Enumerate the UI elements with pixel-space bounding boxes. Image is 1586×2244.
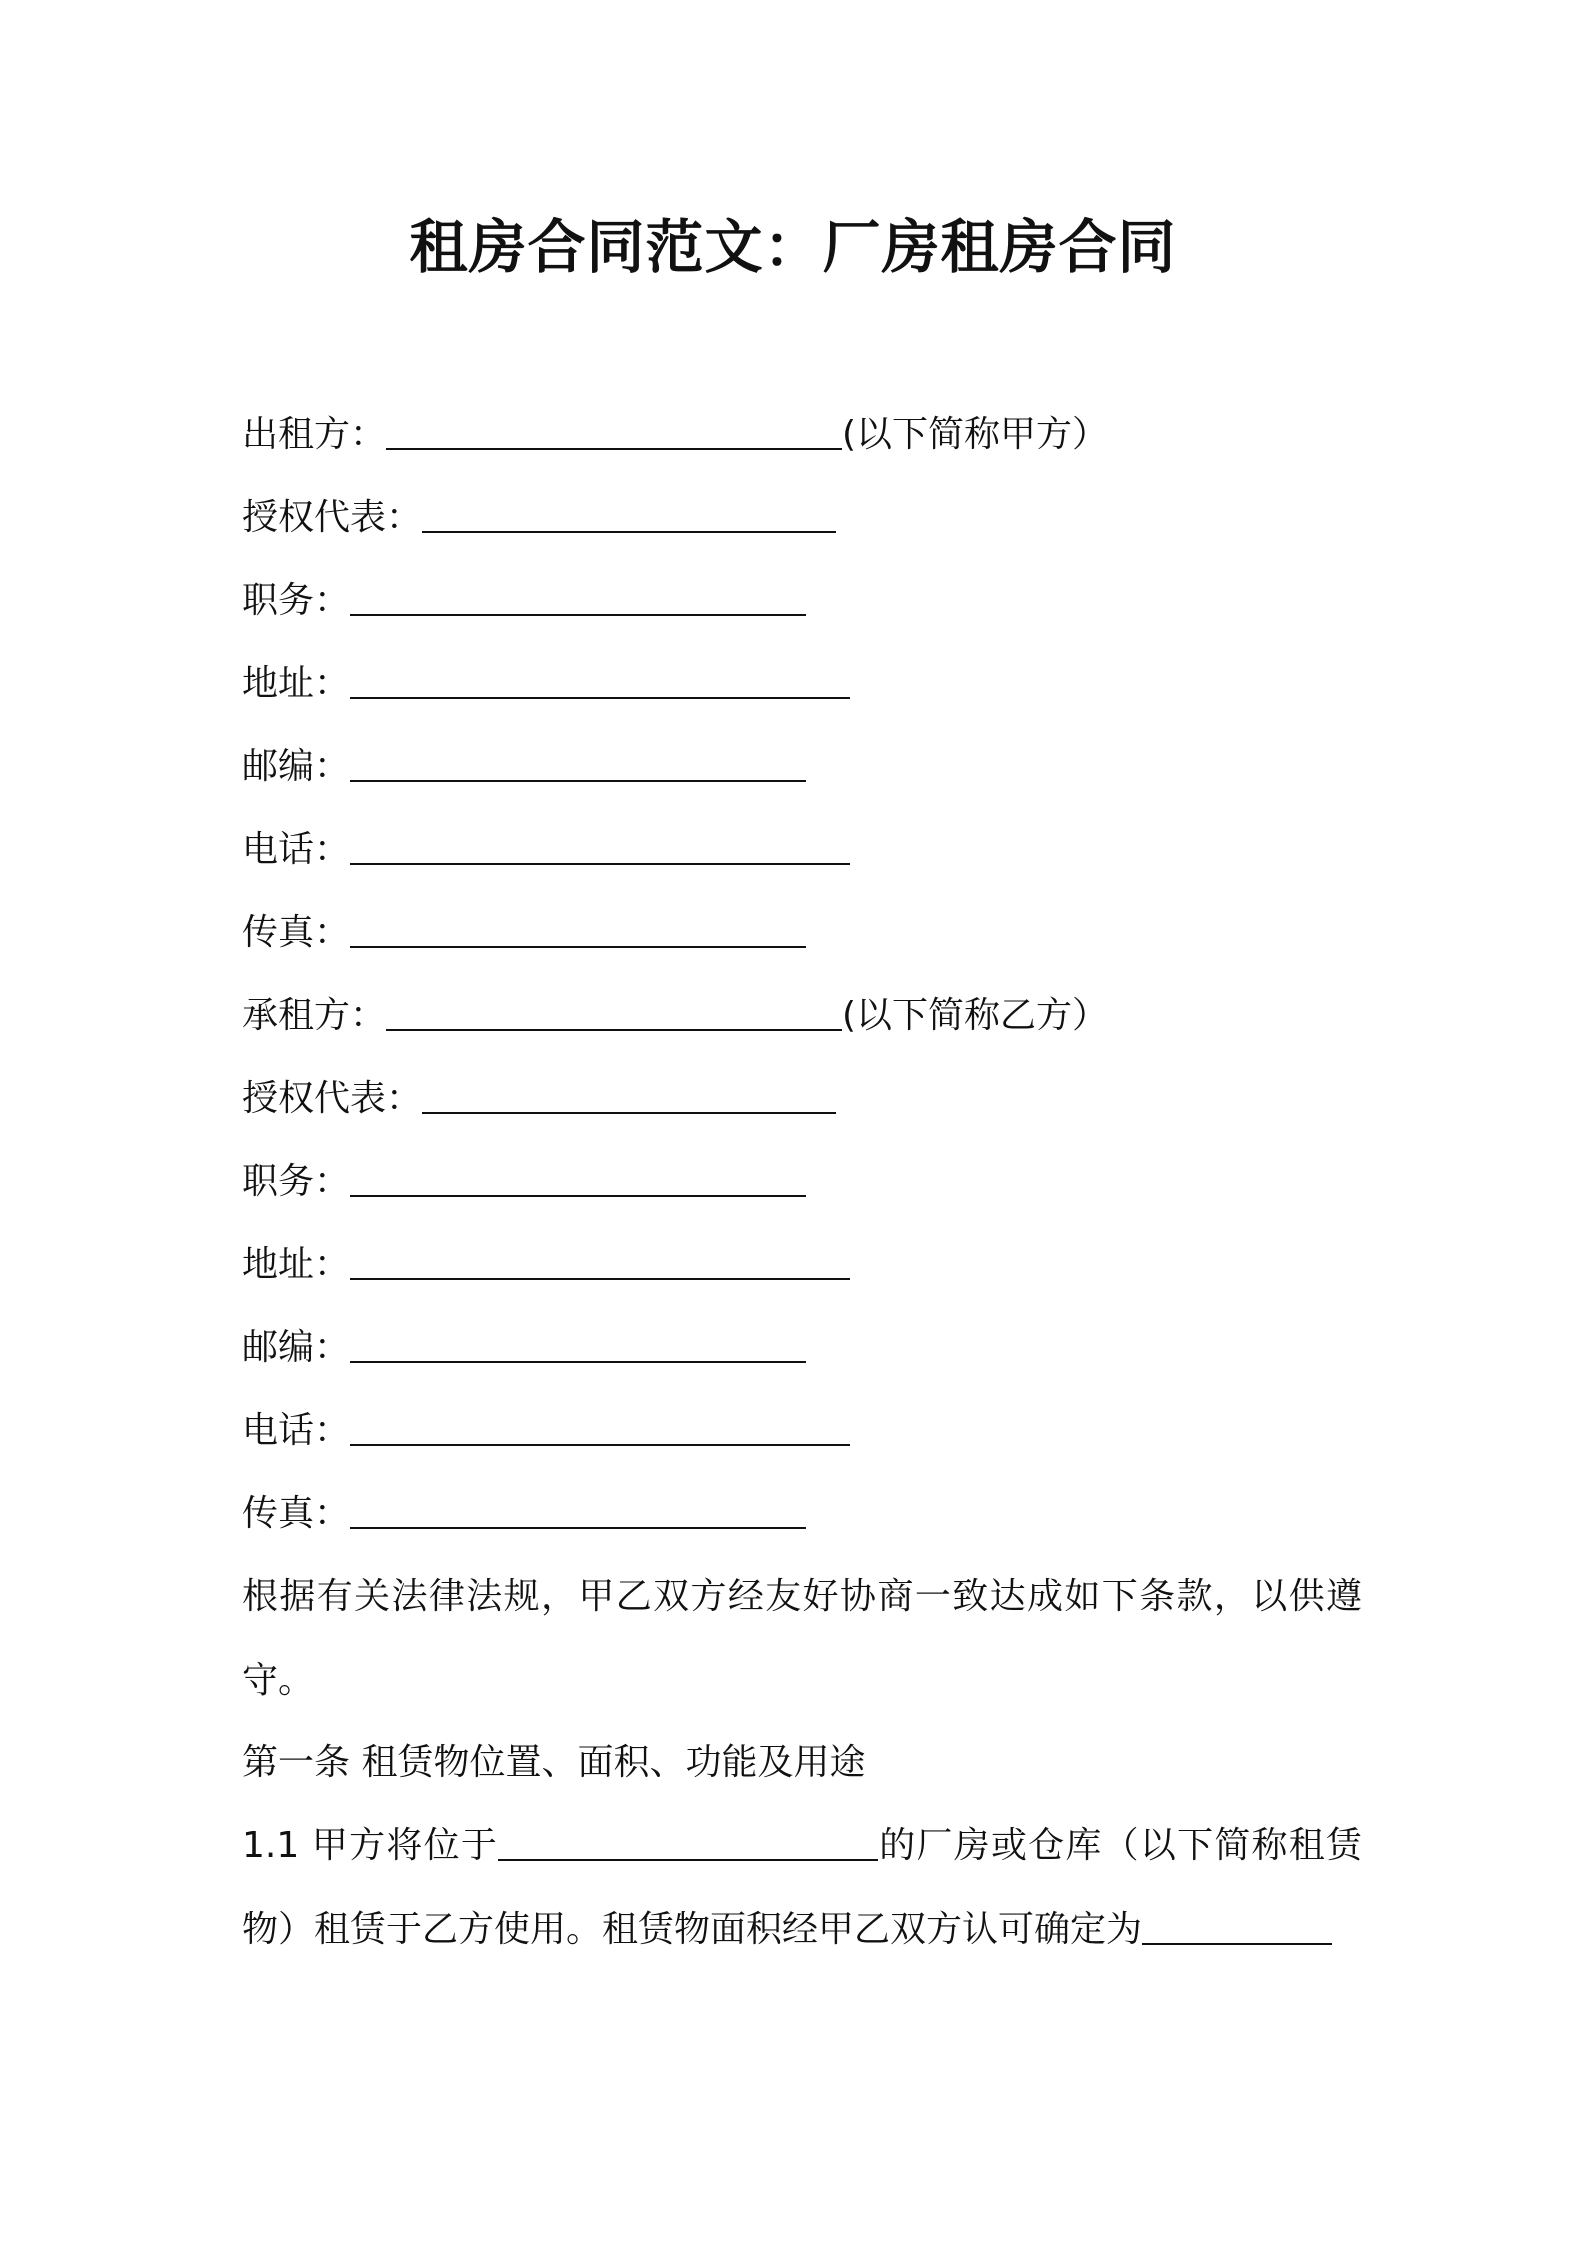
clause-1-1-text-start: 1.1 甲方将位于 — [242, 1825, 499, 1866]
lessor-rep-label: 授权代表： — [242, 497, 423, 538]
lessor-position-line — [242, 576, 806, 626]
lessee-rep-label: 授权代表： — [242, 1078, 423, 1119]
lessor-label: 出租方： — [242, 414, 387, 455]
lessee-fax-line — [242, 1489, 806, 1539]
lessee-line — [242, 991, 1108, 1041]
lessee-position-label: 职务： — [242, 1161, 351, 1202]
lessor-phone-label: 电话： — [242, 829, 351, 870]
lessee-fax-label: 传真： — [242, 1493, 351, 1534]
lessor-rep-line — [242, 493, 836, 543]
lessee-postcode-label: 邮编： — [242, 1327, 351, 1368]
lessee-postcode-line — [242, 1323, 806, 1373]
lessor-phone-line — [242, 825, 850, 875]
lessee-fax-blank — [350, 1489, 806, 1529]
contract-title: 租房合同范文：厂房租房合同 — [409, 213, 1177, 281]
lessee-rep-blank — [422, 1074, 836, 1114]
lessee-label: 承租方： — [242, 995, 387, 1036]
lessor-postcode-line — [242, 742, 806, 792]
lessee-phone-blank — [350, 1406, 850, 1446]
lessor-address-line — [242, 659, 850, 709]
lessor-position-blank — [350, 576, 806, 616]
lessee-rep-line — [242, 1074, 836, 1124]
area-blank — [1142, 1905, 1332, 1945]
lessor-address-label: 地址： — [242, 663, 351, 704]
lessee-suffix: (以下简称乙方） — [842, 995, 1109, 1036]
lessor-fax-line — [242, 908, 806, 958]
lessor-rep-blank — [422, 493, 836, 533]
lessee-postcode-blank — [350, 1323, 806, 1363]
lessee-blank — [386, 991, 842, 1031]
clause-1-1-paragraph — [242, 1804, 1362, 1972]
lessor-fax-blank — [350, 908, 806, 948]
lessor-address-blank — [350, 659, 850, 699]
preamble-paragraph: 根据有关法律法规，甲乙双方经友好协商一致达成如下条款，以供遵守。 — [242, 1576, 1362, 1701]
lessor-postcode-blank — [350, 742, 806, 782]
lessee-address-blank — [350, 1240, 850, 1280]
article-1-heading: 第一条 租赁物位置、面积、功能及用途 — [242, 1742, 866, 1783]
lessee-position-line — [242, 1157, 806, 1207]
location-blank — [498, 1821, 878, 1861]
lessor-suffix: (以下简称甲方） — [842, 414, 1109, 455]
lessee-phone-label: 电话： — [242, 1410, 351, 1451]
lessor-line — [242, 410, 1108, 460]
lessee-address-label: 地址： — [242, 1244, 351, 1285]
lessee-position-blank — [350, 1157, 806, 1197]
lessee-phone-line — [242, 1406, 850, 1456]
lessee-address-line — [242, 1240, 850, 1290]
lessor-blank — [386, 410, 842, 450]
lessor-fax-label: 传真： — [242, 912, 351, 953]
lessor-phone-blank — [350, 825, 850, 865]
lessor-postcode-label: 邮编： — [242, 746, 351, 787]
lessor-position-label: 职务： — [242, 580, 351, 621]
clause-1-1-text-end: 的厂房或仓库（以下简称租赁物）租赁于乙方使用。租赁物面积经甲乙双方认可确定为 — [242, 1825, 1362, 1950]
